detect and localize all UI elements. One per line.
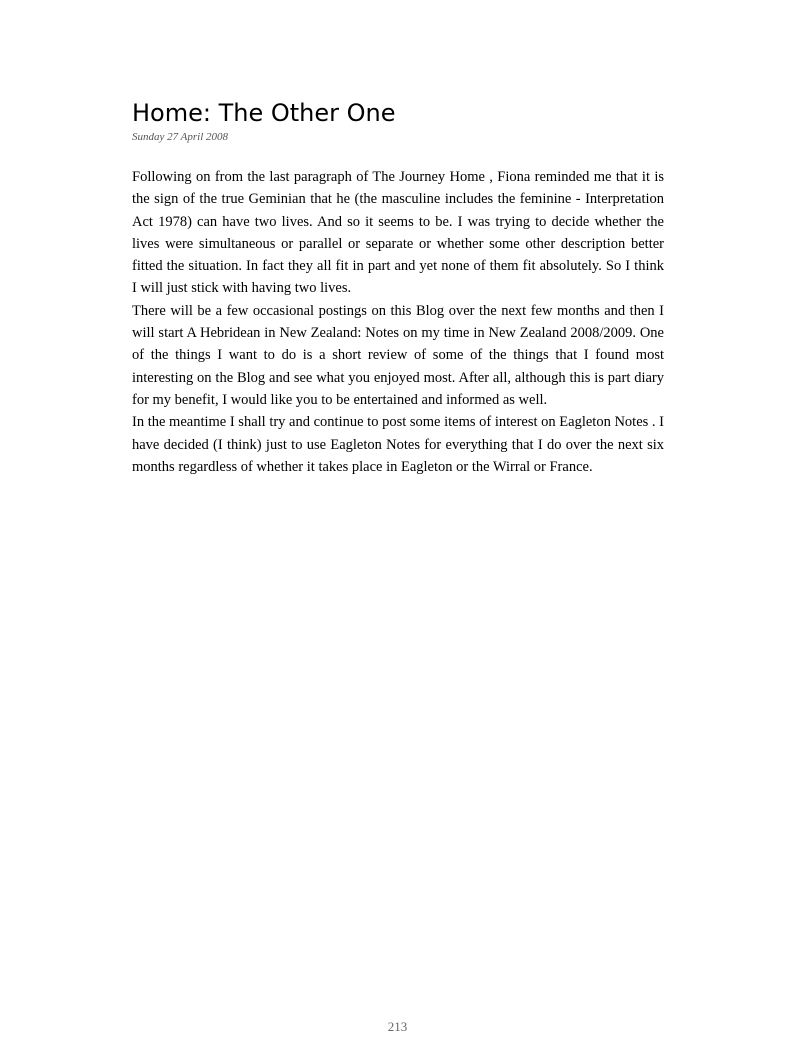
- article-body: [132, 166, 664, 478]
- paragraph-3: In the meantime I shall try and continue to post some items of interest on Eagleton Notes . I have decided (I think) just to use Eagleton Notes for everything that I do over the next six months regardless of whether it takes place in Eagleton or the Wirral or France.: [132, 414, 664, 475]
- paragraph-2: There will be a few occasional postings on this Blog over the next few months and then I will start A Hebridean in New Zealand: Notes on my time in New Zealand 2008/2009. One of the things I want to do is a short review of some of the things that I found most interesting on the Blog and see what you enjoyed most. After all, although this is part diary for my benefit, I would like you to be entertained and informed as well.: [132, 302, 664, 408]
- page-title: Home: The Other One: [132, 99, 396, 127]
- paragraph-1: Following on from the last paragraph of The Journey Home , Fiona reminded me that it is the sign of the true Geminian that he (the masculine includes the feminine - Interpretation Act 1978) can have two lives. And so it seems to be. I was trying to decide whether the lives were simultaneous or parallel or separate or whether some other description better fitted the situation. In fact they all fit in part and yet none of them fit absolutely. So I think I will just stick with having two lives.: [132, 169, 664, 297]
- page-number: 213: [387, 1019, 408, 1034]
- post-date: Sunday 27 April 2008: [132, 131, 229, 143]
